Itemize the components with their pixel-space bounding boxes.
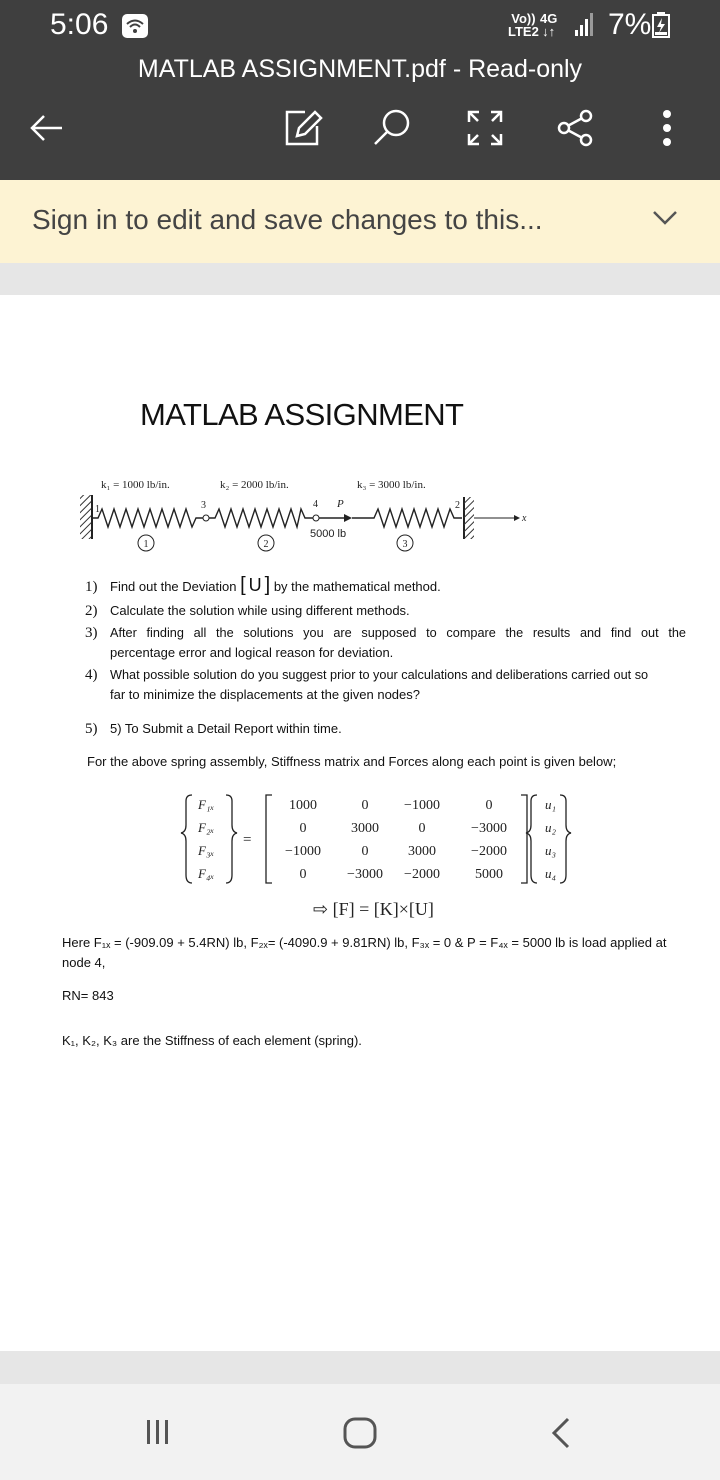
recents-icon[interactable] [142,1416,174,1448]
fullscreen-icon[interactable] [465,108,505,148]
element-3-label: 3 [402,539,408,550]
wifi-icon [122,14,148,38]
question-1-text-before: Find out the Deviation [110,579,241,594]
question-text-line-1: What possible solution do you suggest prior to your calculations and deliberations carried out so [110,668,649,682]
stiffness-matrix-left-bracket [266,795,272,883]
stiffness-cell-r4-c1: 0 [299,867,307,882]
question-number: 3) [85,625,98,641]
question-text: Calculate the solution while using different methods. [110,603,410,618]
question-number: 5) [85,721,98,737]
stiffness-cell-r2-c3: 0 [418,821,426,836]
more-options-icon[interactable] [654,108,680,148]
stiffness-cell-r1-c1: 1000 [289,798,317,813]
k2-label: k₂ = 2000 lb/in. [220,479,289,491]
document-heading: MATLAB ASSIGNMENT [140,397,464,432]
stiffness-cell-r2-c1: 0 [299,821,307,836]
displacement-u3: u₃ [545,843,557,858]
stiffness-cell-r3-c1: −1000 [285,844,321,859]
chevron-down-icon[interactable] [652,208,678,226]
status-bar [0,0,720,50]
bracket-open: [ [240,574,246,596]
stiffness-cell-r3-c3: 3000 [408,844,436,859]
stiffness-intro: For the above spring assembly, Stiffness matrix and Forces along each point is given below; [87,754,617,769]
force-f3x: F₃ₓ [198,843,215,858]
network-type [540,12,557,38]
question-text-line-2: far to minimize the displacements at the given nodes? [110,687,421,702]
back-icon[interactable] [548,1416,574,1450]
stiffness-cell-r4-c2: −3000 [347,867,383,882]
x-axis-label: x [522,513,527,524]
force-values-note-line-1: Here F₁ₓ = (-909.09 + 5.4RN) lb, F₂ₓ= (-4090.9 + 9.81RN) lb, F₃ₓ = 0 & P = F₄ₓ = 5000 lb is load applied at [62,935,667,950]
share-icon[interactable] [556,108,596,148]
stiffness-cell-r3-c2: 0 [361,844,369,859]
battery-charging-icon [652,12,670,38]
node-4-label: 4 [313,499,318,510]
deviation-symbol: U [248,575,262,595]
edit-icon[interactable] [283,108,323,148]
displacement-u1: u₁ [545,797,557,812]
k1-label: k₁ = 1000 lb/in. [101,479,170,491]
volte-indicator [508,12,539,38]
signal-icon [575,12,597,38]
force-f1x: F₁ₓ [198,797,215,812]
k3-label: k₃ = 3000 lb/in. [357,479,426,491]
question-1-text-after: by the mathematical method. [270,579,441,594]
node-3-label: 3 [201,500,206,511]
stiffness-cell-r4-c4: 5000 [475,867,503,882]
matrix-equation: ⇨ [F] = [K]×[U] [313,899,434,919]
stiffness-cell-r1-c4: 0 [485,798,493,813]
force-f2x: F₂ₓ [198,820,215,835]
battery-percent: 7% [608,8,652,41]
stiffness-cell-r2-c2: 3000 [351,821,379,836]
question-number: 4) [85,667,98,683]
question-number: 1) [85,579,98,595]
status-time: 5:06 [50,8,109,41]
stiffness-cell-r1-c2: 0 [361,798,369,813]
question-number: 2) [85,603,98,619]
question-text: 5) To Submit a Detail Report within time. [110,721,342,736]
force-values-note-line-2: node 4, [62,955,106,970]
element-2-label: 2 [263,539,269,550]
volte-top-text: Vo)) [511,11,536,26]
force-vector-right-brace [226,795,237,883]
displacement-vector-right-brace [560,795,571,883]
stiffness-cell-r2-c4: −3000 [471,821,507,836]
question-text-line-2: percentage error and logical reason for deviation. [110,645,394,660]
displacement-u2: u₂ [545,820,557,835]
equals-sign: = [243,832,252,848]
force-vector-left-brace [181,795,192,883]
stiffness-cell-r4-c3: −2000 [404,867,440,882]
back-arrow-icon[interactable] [26,108,66,148]
data-activity-text: ↓↑ [542,24,556,39]
sign-in-banner-text: Sign in to edit and save changes to this... [32,204,543,235]
element-1-label: 1 [143,539,149,550]
node-1-label: 1 [95,504,100,515]
volte-bottom-text: LTE2 [508,24,539,39]
sign-in-banner[interactable] [0,180,720,263]
system-navigation-bar [0,1384,720,1480]
load-label: 5000 lb [310,528,347,540]
node-p-label: P [337,498,344,510]
network-type-text: 4G [540,11,558,26]
node-2-label: 2 [455,500,460,511]
document-title: MATLAB ASSIGNMENT.pdf - Read-only [137,55,583,83]
force-f4x: F₄ₓ [198,866,215,881]
stiffness-matrix-equation [0,295,720,935]
stiffness-matrix-right-bracket [521,795,527,883]
stiffness-cell-r1-c3: −1000 [404,798,440,813]
document-title-bar [0,50,720,180]
stiffness-cell-r3-c4: −2000 [471,844,507,859]
rn-value: RN= 843 [62,988,114,1003]
bracket-close: ] [264,574,271,596]
displacement-u4: u₄ [545,866,557,881]
search-icon[interactable] [372,108,412,148]
pdf-page [0,295,720,1351]
question-text-line-1: After finding all the solutions you are supposed to compare the results and find out the [110,626,686,640]
home-icon[interactable] [342,1416,378,1450]
stiffness-definition: K₁, K₂, K₃ are the Stiffness of each element (spring). [62,1033,362,1048]
